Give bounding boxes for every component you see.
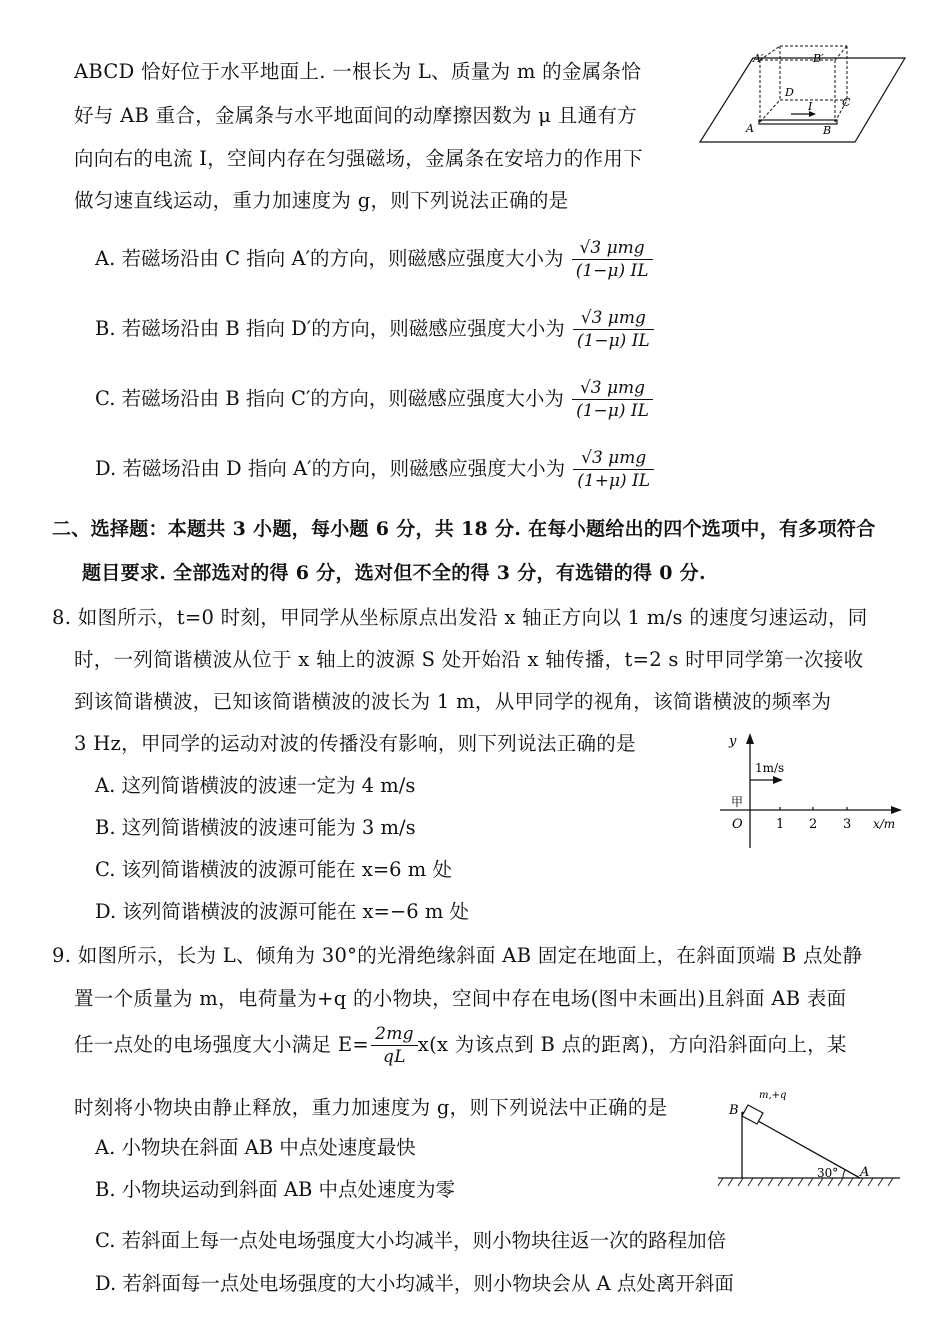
- q7-label-d: D: [785, 86, 794, 99]
- q9-label-b: B: [729, 1103, 739, 1118]
- q8-option-a: A. 这列简谐横波的波速一定为 4 m/s: [95, 774, 416, 797]
- q9-stem-line-4: 时刻将小物块由静止释放，重力加速度为 g，则下列说法中正确的是: [74, 1096, 668, 1119]
- q9-stem-line-2: 置一个质量为 m，电荷量为+q 的小物块，空间中存在电场(图中未画出)且斜面 AB 表面: [74, 987, 847, 1010]
- q7-option-c-den: (1−μ) IL: [576, 401, 649, 421]
- q7-label-current: I: [808, 100, 813, 113]
- q9-stem-line-3-pre: 任一点处的电场强度大小满足 E=: [74, 1033, 370, 1056]
- q7-option-d: [95, 448, 654, 491]
- q9-option-a: A. 小物块在斜面 AB 中点处速度最快: [95, 1136, 416, 1159]
- q7-option-a-text: A. 若磁场沿由 C 指向 A′的方向，则磁感应强度大小为: [95, 247, 564, 270]
- q9-field-num: 2mg: [371, 1024, 418, 1046]
- q7-option-b-text: B. 若磁场沿由 B 指向 D′的方向，则磁感应强度大小为: [95, 317, 565, 340]
- q7-option-b-den: (1−μ) IL: [576, 331, 650, 351]
- q9-option-c: C. 若斜面上每一点处电场强度大小均减半，则小物块往返一次的路程加倍: [95, 1229, 727, 1252]
- q7-option-b-num: √3 μmg: [573, 308, 654, 330]
- q7-option-a-fraction: [572, 238, 653, 281]
- q9-label-angle: 30°: [817, 1166, 839, 1180]
- q7-option-d-fraction: [573, 448, 654, 491]
- q9-field-fraction: [371, 1024, 418, 1067]
- q8-origin-label: O: [732, 817, 743, 832]
- q7-option-d-den: (1+μ) IL: [577, 471, 651, 491]
- q7-stem-line-2: 好与 AB 重合，金属条与水平地面间的动摩擦因数为 μ 且通有方: [74, 104, 637, 127]
- q7-option-b: [95, 308, 654, 351]
- q7-option-c-fraction: [572, 378, 653, 421]
- q8-option-b: B. 这列简谐横波的波速可能为 3 m/s: [95, 816, 416, 839]
- q8-option-d: D. 该列简谐横波的波源可能在 x=−6 m 处: [95, 900, 470, 923]
- q7-label-c: C: [842, 96, 851, 109]
- q7-stem-line-3: 向向右的电流 I，空间内存在匀强磁场，金属条在安培力的作用下: [74, 147, 643, 170]
- q8-tick-2: 2: [809, 817, 818, 832]
- q8-jia-label: 甲: [731, 795, 744, 809]
- q9-stem-line-1: 9. 如图所示，长为 L、倾角为 30°的光滑绝缘斜面 AB 固定在地面上，在斜面顶端 B 点处静: [52, 944, 863, 967]
- q9-field-den: qL: [383, 1047, 406, 1067]
- section-2-header-line-1: 二、选择题：本题共 3 小题，每小题 6 分，共 18 分. 在每小题给出的四个选项中，有多项符合: [52, 518, 876, 540]
- q7-option-c-text: C. 若磁场沿由 B 指向 C′的方向，则磁感应强度大小为: [95, 387, 564, 410]
- q7-stem-line-1: ABCD 恰好位于水平地面上. 一根长为 L、质量为 m 的金属条恰: [74, 60, 642, 83]
- q8-speed-label: 1m/s: [755, 761, 785, 775]
- q7-option-a: [95, 238, 653, 281]
- q8-option-c: C. 该列简谐横波的波源可能在 x=6 m 处: [95, 858, 452, 881]
- q9-stem-line-3-post: x(x 为该点到 B 点的距离)，方向沿斜面向上，某: [417, 1033, 847, 1056]
- q9-option-d: D. 若斜面每一点处电场强度的大小均减半，则小物块会从 A 点处离开斜面: [95, 1272, 734, 1295]
- q8-stem-line-3: 到该简谐横波，已知该简谐横波的波长为 1 m，从甲同学的视角，该简谐横波的频率为: [74, 690, 832, 713]
- q9-label-a: A: [860, 1165, 870, 1180]
- q9-stem-line-3: [74, 1024, 847, 1067]
- q8-axis-figure: [715, 730, 905, 855]
- section-2-header-line-2: 题目要求. 全部选对的得 6 分，选对但不全的得 3 分，有选错的得 0 分.: [82, 562, 706, 584]
- q7-label-b: B: [823, 124, 832, 137]
- q8-stem-line-4: 3 Hz，甲同学的运动对波的传播没有影响，则下列说法正确的是: [74, 732, 636, 755]
- q7-option-b-fraction: [573, 308, 654, 351]
- q8-x-label: x/m: [873, 817, 896, 831]
- q7-option-a-den: (1−μ) IL: [575, 261, 649, 281]
- q7-cube-figure: [695, 40, 910, 150]
- q7-option-d-num: √3 μmg: [573, 448, 654, 470]
- q8-y-label: y: [729, 734, 737, 749]
- q7-option-c-num: √3 μmg: [572, 378, 653, 400]
- q8-stem-line-2: 时，一列简谐横波从位于 x 轴上的波源 S 处开始沿 x 轴传播，t=2 s 时甲同学第一次接收: [74, 648, 864, 671]
- q7-label-a-prime: A′: [753, 52, 764, 65]
- q8-stem-line-1: 8. 如图所示，t=0 时刻，甲同学从坐标原点出发沿 x 轴正方向以 1 m/s 的速度匀速运动，同: [52, 606, 868, 629]
- q7-label-a: A: [746, 122, 754, 135]
- q8-tick-3: 3: [843, 817, 852, 832]
- q9-incline-figure: [715, 1082, 905, 1192]
- q7-option-c: [95, 378, 653, 421]
- q7-stem-line-4: 做匀速直线运动，重力加速度为 g，则下列说法正确的是: [74, 189, 569, 212]
- q7-label-b-prime: B′: [813, 52, 824, 65]
- q7-option-d-text: D. 若磁场沿由 D 指向 A′的方向，则磁感应强度大小为: [95, 457, 566, 480]
- q9-option-b: B. 小物块运动到斜面 AB 中点处速度为零: [95, 1178, 456, 1201]
- q8-tick-1: 1: [776, 817, 785, 832]
- q9-label-mq: m,+q: [759, 1090, 787, 1101]
- q7-option-a-num: √3 μmg: [572, 238, 653, 260]
